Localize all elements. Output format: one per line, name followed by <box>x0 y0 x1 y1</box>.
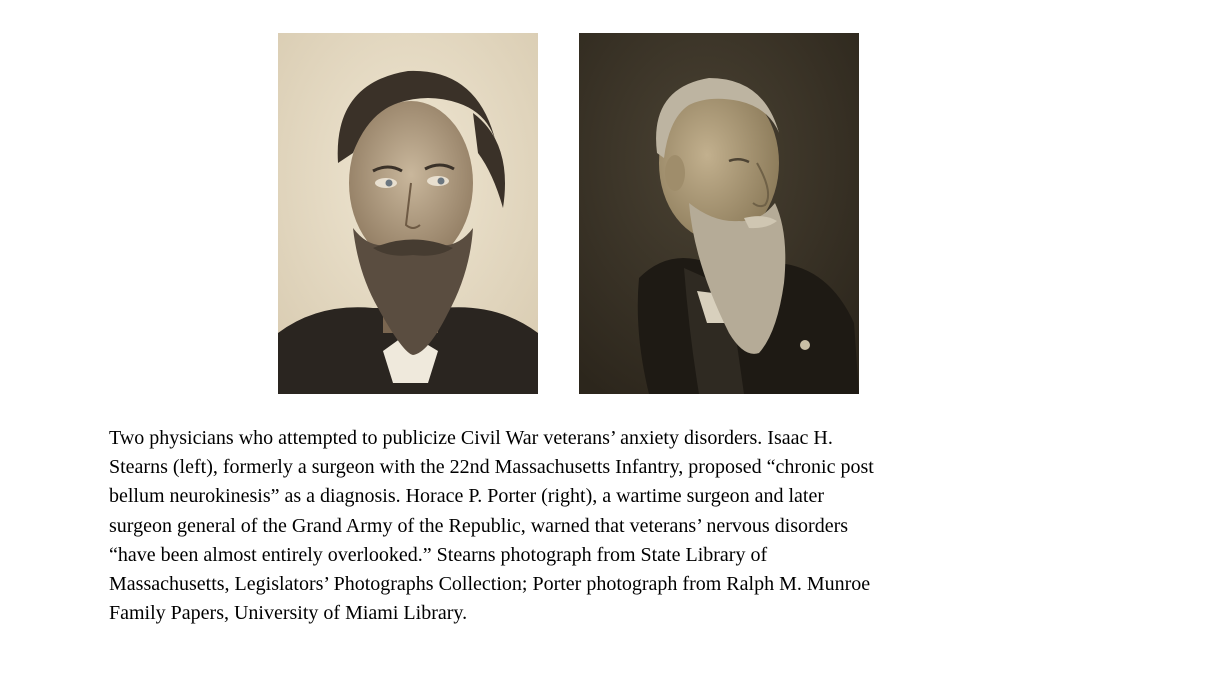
caption-line: bellum neurokinesis” as a diagnosis. Horace P. Porter (right), a wartime surgeon and later <box>109 485 824 508</box>
porter-portrait-image <box>579 33 859 394</box>
caption-line: “have been almost entirely overlooked.” Stearns photograph from State Library of <box>109 543 768 566</box>
stearns-portrait-photo <box>278 33 538 394</box>
caption-line: Two physicians who attempted to publicize Civil War veterans’ anxiety disorders. Isaac H. <box>109 427 833 449</box>
caption-line: Massachusetts, Legislators’ Photographs Collection; Porter photograph from Ralph M. Munroe <box>109 573 871 596</box>
caption-line: Stearns (left), formerly a surgeon with the 22nd Massachusetts Infantry, proposed “chronic post <box>109 456 874 479</box>
caption-line: surgeon general of the Grand Army of the Republic, warned that veterans’ nervous disorders <box>109 514 849 537</box>
figure-caption <box>109 424 1109 628</box>
caption-line: Family Papers, University of Miami Library. <box>109 602 468 625</box>
stearns-portrait-image <box>278 33 538 394</box>
porter-portrait-photo <box>579 33 859 394</box>
